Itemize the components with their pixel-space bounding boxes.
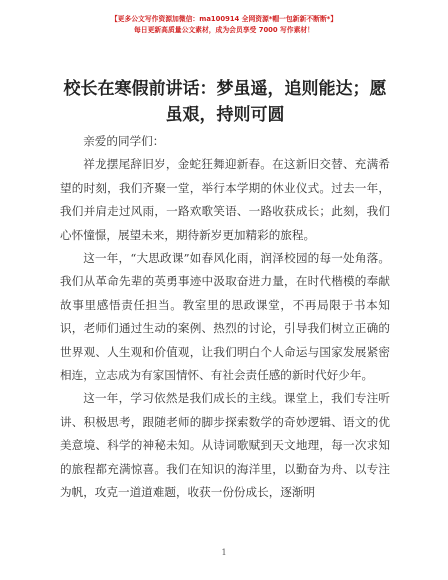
paragraph: 祥龙摆尾辞旧岁，金蛇狂舞迎新春。在这新旧交替、充满希望的时刻，我们齐聚一堂，举行本学期的休业仪式。过去一年，我们并肩走过风雨，一路欢歌笑语、一路收获成长；此刻，我们心怀憧憬，展望未来，期待新岁更加精彩的旅程。 [60,157,390,242]
document-title: 校长在寒假前讲话：梦虽遥，追则能达；愿虽艰，持则可圆 [63,79,387,125]
greeting: 亲爱的同学们： [83,134,165,148]
promo-line-2: 每日更新高质量公文素材，成为会员享受 7000 写作素材！ [134,26,314,34]
document-body [60,130,390,505]
promo-line-1: 【更多公文写作资源加微信：ma100914 全网资源*帽一包新新不断断*】 [110,15,338,23]
paragraph: 这一年，“大思政课”如春风化雨，润泽校园的每一处角落。我们从革命先辈的英勇事迹中汲取奋进力量，在时代楷模的奉献故事里感悟责任担当。教室里的思政课堂，不再局限于书本知识，老师们通过生动的案例、热烈的讨论，引导我们树立正确的世界观、人生观和价值观，让我们明白个人命运与国家发展紧密相连，立志成为有家国情怀、有社会责任感的新时代好少年。 [60,251,390,383]
page-number: 1 [221,548,227,557]
promo-banner [0,14,448,36]
paragraph: 这一年，学习依然是我们成长的主线。课堂上，我们专注听讲、积极思考，跟随老师的脚步探索数学的奇妙逻辑、语文的优美意境、科学的神秘未知。从诗词歌赋到天文地理，每一次求知的旅程都充满惊喜。我们在知识的海洋里，以勤奋为舟、以专注为帆，攻克一道道难题，收获一份份成长，逐渐明 [60,391,390,500]
